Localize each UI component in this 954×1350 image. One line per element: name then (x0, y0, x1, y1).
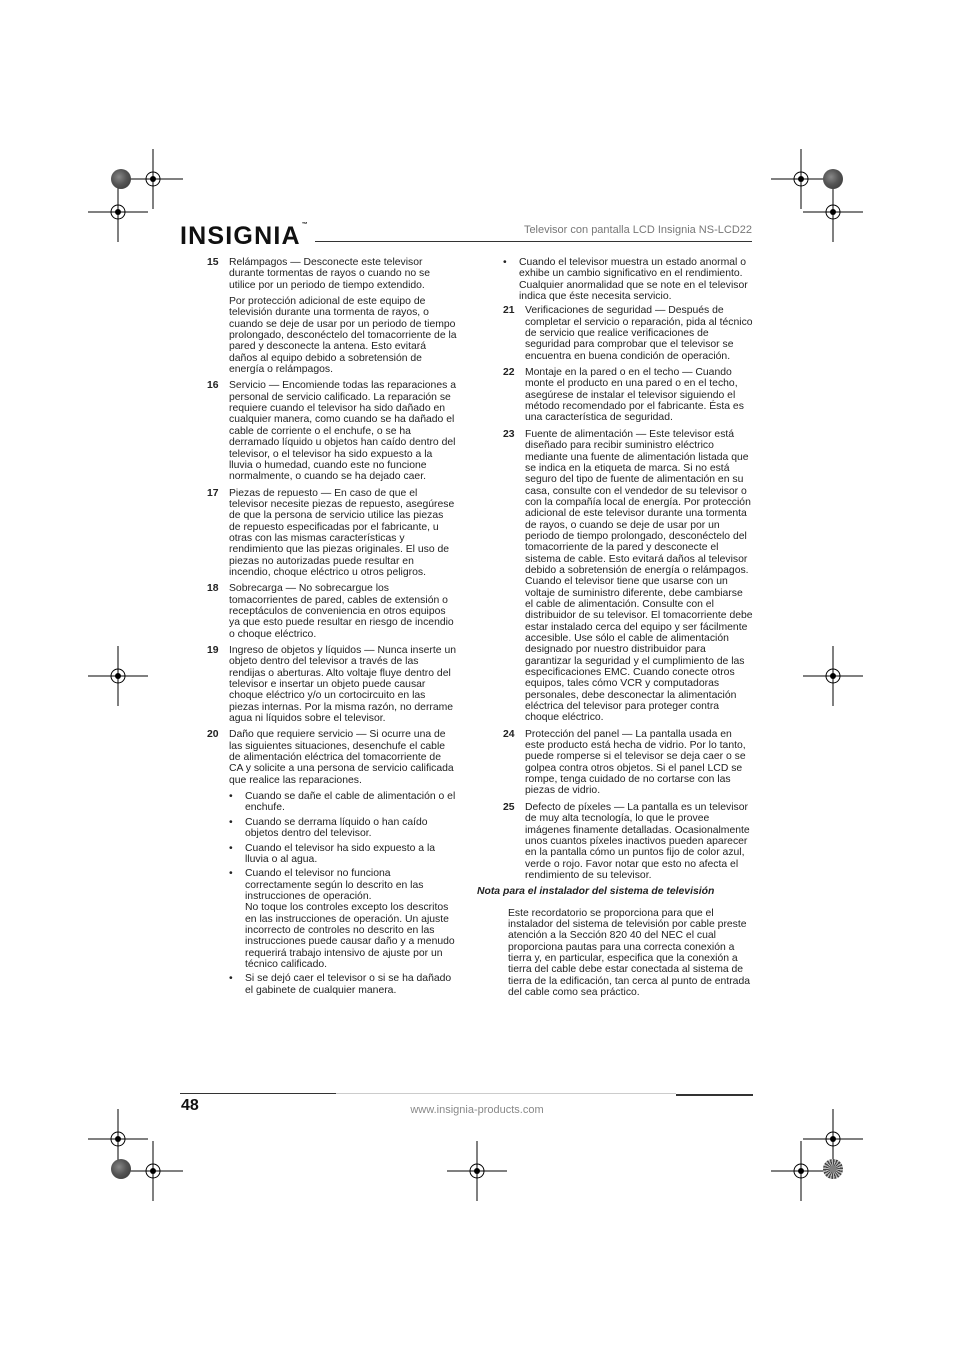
list-item (207, 380, 457, 482)
footer-divider (336, 1093, 676, 1094)
item-number: 25 (503, 801, 515, 813)
bullet-list (503, 257, 753, 302)
list-item (503, 429, 753, 724)
right-column (477, 257, 753, 998)
item-text: Sobrecarga — No sobrecargue los tomacorrientes de pared, cables de extensión o receptáculos de conveniencia en otros equipos ya que esto puede resultar en riesgo de incendio o choque eléctrico. (229, 583, 454, 640)
list-item (207, 729, 457, 999)
note-heading: Nota para el instalador del sistema de televisión (477, 886, 715, 898)
item-text: Ingreso de objetos y líquidos — Nunca inserte un objeto dentro del televisor a través de las rendijas o aberturas. Alto voltaje fluye dentro del televisor e insertar un objeto puede causar choque eléctrico y/o un cortocircuito en las piezas internas. Por la misma razón, no derrame agua ni líquidos sobre el televisor. (229, 645, 456, 725)
bullet-item: • Cuando se derrama líquido o han caído objetos dentro del televisor. (229, 817, 457, 840)
insignia-logo: INSIGNIA™ (180, 222, 309, 250)
item-text: Fuente de alimentación — Este televisor está diseñado para recibir suministro eléctrico mediante una fuente de alimentación listada que se indica en la etiqueta de marca. Si no está seguro del tipo de fuente de alimentación en su casa, consulte con el vendedor de su televisor o con la compañía local de energía. Por protección adicional de este televisor durante una tormenta de rayos, o cuando se deje de usar por un periodo de tiempo prolongado, desconéctelo del tomacorriente de la pared y desconecte el sistema de cable. Esto evitará daños al televisor debido a sobretensión de energía o relámpagos. Cuando el televisor tiene que usarse con un voltaje de suministro diferente, debe cambiarse el cable de alimentación. Consulte con el distribuidor de su televisor. El tomacorriente debe estar instalado cerca del equipo y ser fácilmente accesible. Use sólo el cable de alimentación designado por nuestro distribuidor para garantizar la seguridad y el cumplimiento de las especificaciones EMC. Cuando conecte otros equipos, tales cómo VCR y computadoras personales, debe desconectar la alimentación eléctrica del televisor para proteger contra choque eléctrico. (525, 428, 753, 724)
footer-divider (676, 1094, 753, 1096)
item-number: 23 (503, 428, 515, 440)
item-text: Defecto de píxeles — La pantalla es un televisor de muy alta tecnología, lo que le provee imágenes finamente detalladas. Ocasionalmente unos cuantos píxeles inactivos pueden aparecer en la pantalla cómo un puntos fijo de color azul, verde o rojo. Favor notar que esto no afecta el rendimiento de su televisor. (525, 801, 750, 881)
item-number: 21 (503, 305, 515, 317)
footer-url: www.insignia-products.com (410, 1104, 544, 1116)
header-divider (315, 241, 752, 242)
bullet-item: • Cuando se dañe el cable de alimentación o el enchufe. (229, 791, 457, 814)
bullet-item: • Cuando el televisor no funciona correctamente según lo descrito en las instrucciones de operación. No toque los controles excepto los descritos en las instrucciones de operación. Un ajuste incorrecto de controles no descrito en las instrucciones puede causar daño y a menudo requerirá trabajo intensivo de ajuste por un técnico calificado. (229, 868, 457, 970)
color-target-icon (111, 1159, 131, 1179)
item-number: 15 (207, 257, 219, 268)
item-text: Relámpagos — Desconecte este televisor durante tormentas de rayos o cuando no se utilice por un periodo de tiempo extendido. (229, 257, 431, 291)
item-text: Piezas de repuesto — En caso de que el televisor necesite piezas de repuesto, asegúrese de que la persona de servicio utilice las piezas de repuesto especificadas por el fabricante, u otras con las mismas características y rendimiento que las piezas originales. El uso de piezas no autorizadas puede resultar en incendio, choque eléctrico u otros peligros. (229, 487, 455, 578)
registration-mark-icon (123, 1141, 183, 1201)
item-number: 19 (207, 645, 219, 656)
list-item (207, 645, 457, 724)
item-text: Verificaciones de seguridad — Después de completar el servicio o reparación, pida al técnico de servicio que realice verificaciones de seguridad para comprobar que el televisor se encuentra en buena condición de operación. (525, 305, 753, 362)
item-text: Montaje en la pared o en el techo — Cuando monte el producto en una pared o en el techo, asegúrese de instalar el televisor siguiendo el método recomendado por el fabricante. Ésta es una característica de seguridad. (525, 367, 744, 424)
list-item (503, 367, 753, 424)
color-target-icon (823, 169, 843, 189)
item-text: Por protección adicional de este equipo de televisión durante una tormenta de rayos, o cuando se deje de usar por un periodo de tiempo prolongado, desconéctelo del tomacorriente de la pared y desconecte la antena. Esto evitará daños al equipo debido a sobretensión de energía o relámpagos. (229, 296, 457, 376)
color-target-icon (823, 1159, 843, 1179)
item-text: Daño que requiere servicio — Si ocurre una de las siguientes situaciones, desenchufe el cable de alimentación eléctrica del tomacorriente de CA y solicite a una persona de servicio calificada que realice las reparaciones. (229, 729, 454, 786)
bullet-item: • Cuando el televisor ha sido expuesto a la lluvia o al agua. (229, 843, 457, 866)
list-item (207, 488, 457, 579)
list-item (503, 729, 753, 797)
registration-mark-icon (803, 182, 863, 242)
item-text: Servicio — Encomiende todas las reparaciones a personal de servicio calificado. La reparación se requiere cuando el televisor ha sido dañado en cualquier manera, como cuando se ha dañado el cable de corriente o el enchufe, o se ha derramado líquido u objetos han caído dentro del televisor, o el televisor ha sido expuesto a la lluvia o humedad, cuando este no funcione normalmente, o cuando se ha dejado caer. (229, 380, 456, 483)
list-item (503, 305, 753, 362)
header-title: Televisor con pantalla LCD Insignia NS-LCD22 (523, 224, 752, 236)
item-number: 17 (207, 487, 219, 499)
bullet-item: • Cuando el televisor muestra un estado anormal o exhibe un cambio significativo en el rendimiento. Cualquier anormalidad que se note en el televisor indica que éste necesita servicio. (503, 257, 753, 302)
item-number: 16 (207, 380, 219, 392)
bullet-item: • Si se dejó caer el televisor o si se ha dañado el gabinete de cualquier manera. (229, 973, 457, 996)
item-text: Protección del panel — La pantalla usada en este producto está hecha de vidrio. Por lo tanto, puede romperse si el televisor se deja caer o se golpea contra otros objetos. Si el panel LCD se rompe, tenga cuidado de no cortarse con las piezas de vidrio. (525, 728, 746, 797)
bullet-list (229, 791, 457, 996)
item-number: 22 (503, 367, 515, 379)
list-item (207, 583, 457, 640)
page-number: 48 (181, 1097, 199, 1114)
item-number: 18 (207, 583, 219, 595)
left-column (207, 257, 457, 1004)
registration-mark-icon (803, 646, 863, 706)
list-item (503, 802, 753, 881)
item-number: 24 (503, 728, 515, 740)
note-body: Este recordatorio se proporciona para que el instalador del sistema de televisión por cable preste atención a la Sección 820 40 del NEC el cual proporciona pautas para una correcta conexión a tierra y, en particular, especifica que la conexión a tierra del cable debe estar conectada al sistema de tierra de la edificación, tan cerca al punto de entrada del cable como sea práctico. (508, 907, 751, 998)
list-item (207, 257, 457, 375)
registration-mark-icon (88, 646, 148, 706)
footer-divider (180, 1093, 336, 1094)
item-number: 20 (207, 729, 219, 741)
registration-mark-icon (447, 1141, 507, 1201)
registration-mark-icon (88, 182, 148, 242)
color-target-icon (111, 169, 131, 189)
